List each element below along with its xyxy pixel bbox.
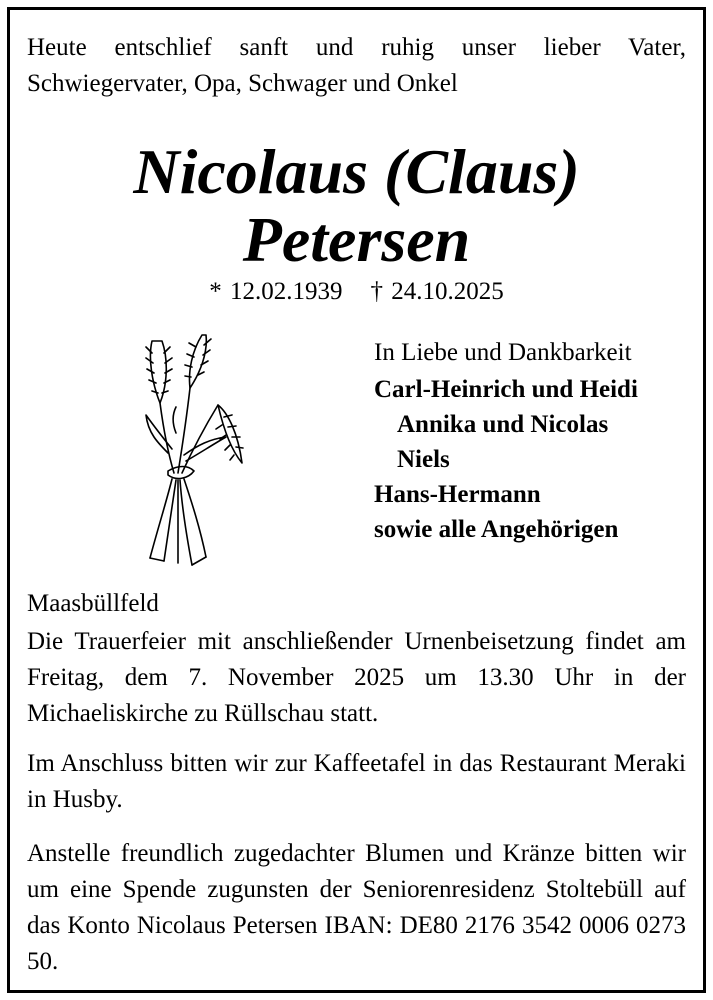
donation-info: Anstelle freundlich zugedachter Blumen und Kränze bitten wir um eine Spende zugunsten der Seniorenresidenz Stoltebüll auf das Konto Nicolaus Petersen IBAN: DE80 2176 3542 0006 0273 50. xyxy=(27,840,686,975)
birth-date: * 12.02.1939 xyxy=(209,278,343,305)
intro-text: Heute entschlief sanft und ruhig unser lieber Vater, Schwiegervater, Opa, Schwager und Onkel xyxy=(27,34,686,97)
life-dates xyxy=(0,275,713,309)
death-date: † 24.10.2025 xyxy=(370,278,504,305)
family-block xyxy=(374,336,694,547)
family-member: sowie alle Angehörigen xyxy=(374,516,619,543)
reception-info: Im Anschluss bitten wir zur Kaffeetafel in das Restaurant Meraki in Husby. xyxy=(27,750,686,813)
family-member: Hans-Hermann xyxy=(374,481,541,508)
deceased-name: Nicolaus (Claus) xyxy=(133,136,580,207)
wheat-bundle-icon xyxy=(138,333,253,568)
family-member: Annika und Nicolas xyxy=(397,411,609,438)
place-name: Maasbüllfeld xyxy=(27,590,159,617)
funeral-info: Die Trauerfeier mit anschließender Urnenbeisetzung findet am Freitag, dem 7. November 2025 um 13.30 Uhr in der Michaeliskirche zu Rüllschau statt. xyxy=(27,628,686,727)
family-member: Niels xyxy=(397,446,450,473)
deceased-surname: Petersen xyxy=(242,204,471,275)
family-intro: In Liebe und Dankbarkeit xyxy=(374,339,632,366)
family-member: Carl-Heinrich und Heidi xyxy=(374,376,638,403)
